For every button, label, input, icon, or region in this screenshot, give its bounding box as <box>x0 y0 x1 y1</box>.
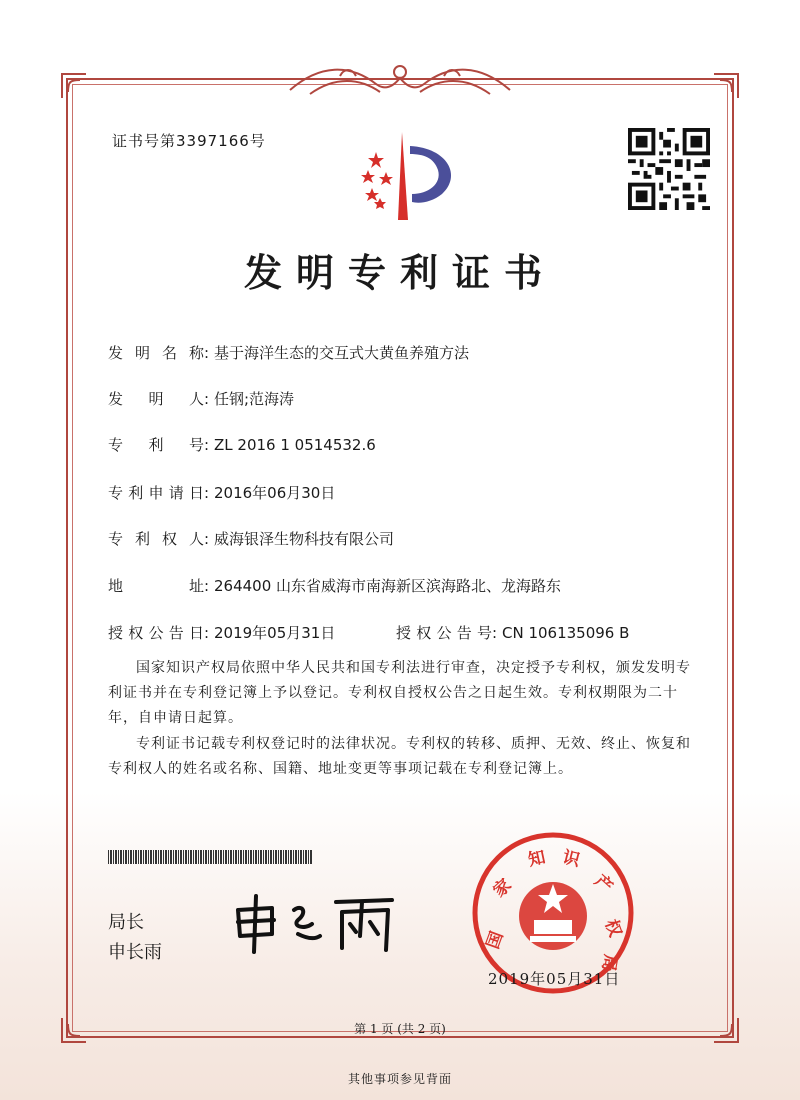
field-address: 地址: 264400 山东省威海市南海新区滨海路北、龙海路东 <box>108 577 562 595</box>
field-label: 发明名称 <box>108 344 204 362</box>
field-value: 2019年05月31日 <box>214 624 336 642</box>
field-patent-number: 专利号: ZL 2016 1 0514532.6 <box>108 436 376 454</box>
field-label: 发明人 <box>108 390 204 408</box>
issue-date: 2019年05月31日 <box>488 970 621 988</box>
field-patentee: 专利权人: 威海银泽生物科技有限公司 <box>108 530 395 548</box>
field-label: 地址 <box>108 577 204 595</box>
field-label: 授权公告号 <box>396 624 492 642</box>
field-value: 2016年06月30日 <box>214 484 336 502</box>
director-title: 局长 <box>108 912 144 933</box>
field-value: 基于海洋生态的交互式大黄鱼养殖方法 <box>214 344 470 362</box>
field-value: ZL 2016 1 0514532.6 <box>214 436 376 454</box>
director-name: 申长雨 <box>108 942 162 963</box>
field-inventors: 发明人: 任钢;范海涛 <box>108 390 295 408</box>
field-invention-name: 发明名称: 基于海洋生态的交互式大黄鱼养殖方法 <box>108 344 470 362</box>
signature-icon <box>232 890 412 954</box>
qr-code-icon <box>628 128 710 210</box>
corner-ornament-icon <box>60 72 88 100</box>
field-grant-announcement-date: 授权公告日: 2019年05月31日 <box>108 624 336 642</box>
field-label: 专利号 <box>108 436 204 454</box>
page-number: 第 1 页 (共 2 页) <box>354 1022 446 1036</box>
svg-text:知: 知 <box>526 847 548 871</box>
svg-text:产: 产 <box>590 871 617 898</box>
body-paragraph-1: 国家知识产权局依照中华人民共和国专利法进行审查，决定授予专利权，颁发发明专利证书并在专利登记簿上予以登记。专利权自授权公告之日起生效。专利权期限为二十年，自申请日起算。 <box>108 660 691 726</box>
back-note: 其他事项参见背面 <box>347 1072 452 1086</box>
field-label: 专利申请日 <box>108 484 204 502</box>
field-label: 专利权人 <box>108 530 204 548</box>
field-value: 264400 山东省威海市南海新区滨海路北、龙海路东 <box>214 577 562 595</box>
svg-text:国: 国 <box>482 928 508 952</box>
top-ornament-icon <box>280 58 520 102</box>
field-value: CN 106135096 B <box>502 624 630 642</box>
body-paragraph-2: 专利证书记载专利权登记时的法律状况。专利权的转移、质押、无效、终止、恢复和专利权人的姓名或名称、国籍、地址变更等事项记载在专利登记簿上。 <box>108 736 691 777</box>
field-value: 任钢;范海涛 <box>214 390 295 408</box>
field-label: 授权公告日 <box>108 624 204 642</box>
field-value: 威海银泽生物科技有限公司 <box>214 530 395 548</box>
patent-office-logo-icon <box>338 128 468 228</box>
svg-text:局: 局 <box>597 952 621 973</box>
certificate-title: 发明专利证书 <box>243 250 556 295</box>
field-application-date: 专利申请日: 2016年06月30日 <box>108 484 336 502</box>
barcode-icon <box>108 850 312 864</box>
field-grant-announcement-number: 授权公告号: CN 106135096 B <box>396 624 630 642</box>
certificate-number: 证书号第3397166号 <box>112 132 266 150</box>
corner-ornament-icon <box>712 72 740 100</box>
svg-text:权: 权 <box>600 916 626 940</box>
svg-text:家: 家 <box>489 875 516 902</box>
svg-text:识: 识 <box>560 847 582 871</box>
